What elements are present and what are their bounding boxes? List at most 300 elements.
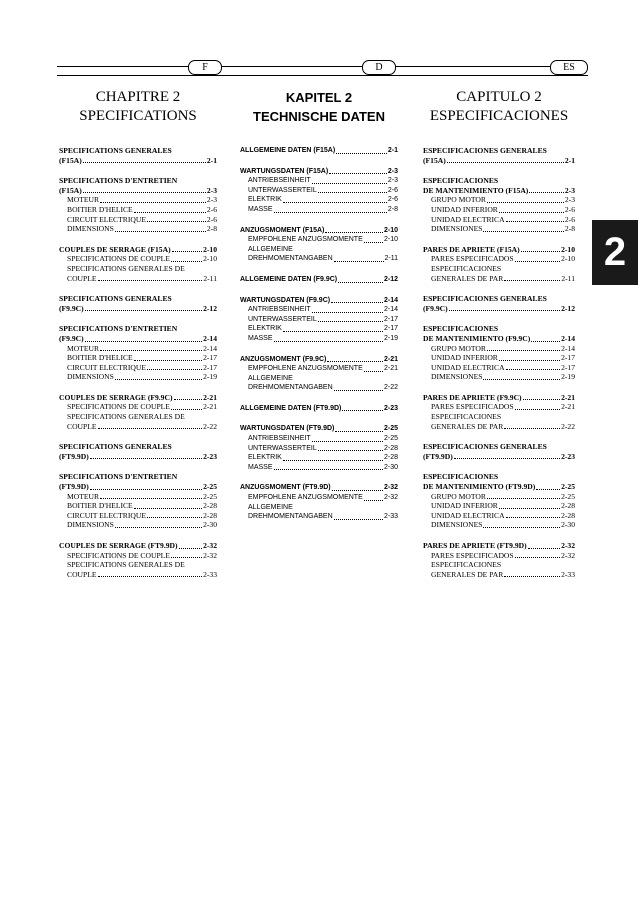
toc-page-number: 2-30 (383, 463, 398, 471)
toc-section (423, 393, 575, 431)
lang-tab-d: D (362, 60, 396, 75)
dot-leader (499, 212, 564, 213)
header-rule-top (57, 66, 588, 67)
toc-section (59, 541, 217, 579)
toc-subentry[interactable] (59, 254, 217, 264)
toc-page-number: 2-17 (561, 353, 575, 363)
toc-page-number: 2-8 (206, 224, 217, 234)
dot-leader (521, 251, 560, 252)
toc-section (240, 275, 398, 285)
toc-entry-line: ESPECIFICACIONES (423, 472, 499, 482)
toc-entry[interactable] (423, 334, 575, 344)
toc-subentry[interactable] (59, 570, 217, 580)
dot-leader (336, 153, 387, 154)
dot-leader (504, 280, 560, 281)
dot-leader (499, 360, 560, 361)
toc-entry[interactable] (59, 452, 217, 462)
toc-page-number: 2-8 (564, 224, 575, 234)
toc-subentry[interactable] (240, 186, 398, 196)
toc-entry[interactable] (240, 296, 398, 306)
dot-leader (98, 428, 203, 429)
toc-page-number: 2-21 (203, 392, 217, 402)
toc-entry[interactable] (59, 186, 217, 196)
toc-entry-line: SPECIFICATIONS D'ENTRETIEN (59, 472, 178, 482)
toc-subentry[interactable] (59, 372, 217, 382)
dot-leader (171, 557, 202, 558)
toc-entry-title: GRUPO MOTOR (431, 343, 486, 353)
dot-leader (447, 162, 564, 163)
toc-entry-title: (FT9.9D) (423, 451, 453, 461)
toc-entry-title: UNIDAD ELECTRICA (431, 510, 505, 520)
dot-leader (147, 221, 206, 222)
toc-page-number: 2-3 (206, 195, 217, 205)
toc-entry-title: ALLGEMEINE DATEN (FT9.9D) (240, 404, 342, 412)
toc-page-number: 2-17 (203, 353, 217, 363)
toc-entry-title: (F9.9C) (59, 333, 84, 343)
toc-subentry[interactable] (240, 453, 398, 463)
toc-entry-title: GENERALES DE PAR (431, 273, 504, 283)
toc-page-number: 2-33 (383, 513, 398, 521)
toc-page-number: 2-19 (203, 372, 217, 382)
toc-subentry[interactable] (423, 215, 575, 225)
dot-leader (334, 519, 383, 520)
toc-section (423, 472, 575, 530)
toc-page-number: 2-30 (203, 520, 217, 530)
toc-entry-title: DIMENSIONES (431, 520, 483, 530)
toc-section (240, 146, 398, 156)
toc-subentry[interactable] (59, 195, 217, 205)
toc-entry-title: WARTUNGSDATEN (F9.9C) (240, 296, 331, 304)
toc-subentry[interactable] (59, 344, 217, 354)
toc-column-german (240, 88, 398, 533)
toc-page-number: 2-32 (383, 494, 398, 502)
dot-leader (338, 282, 383, 283)
toc-entry[interactable] (423, 393, 575, 403)
dot-leader (327, 361, 383, 362)
toc-page-number: 2-28 (561, 510, 575, 520)
toc-page-number: 2-25 (383, 435, 398, 443)
dot-leader (318, 192, 387, 193)
toc-subentry[interactable] (59, 205, 217, 215)
lang-tab-f: F (188, 60, 222, 75)
toc-entry-title: DE MANTENIMIENTO (F15A) (423, 185, 529, 195)
dot-leader (506, 517, 560, 518)
toc-entry-title: PARES DE APRIETE (F9.9C) (423, 392, 522, 402)
toc-entry-line: ALLGEMEINE (248, 503, 293, 511)
toc-subentry[interactable] (423, 372, 575, 382)
toc-section (423, 294, 575, 313)
toc-entry-title: DIMENSIONS (67, 520, 114, 530)
dot-leader (179, 548, 203, 549)
chapter-title: CHAPITRE 2 (95, 89, 181, 105)
toc-page-number: 2-11 (203, 273, 217, 283)
toc-section (240, 424, 398, 472)
toc-page-number: 2-21 (203, 402, 217, 412)
toc-entry-title: MASSE (248, 463, 273, 471)
dot-leader (85, 310, 202, 311)
dot-leader (115, 231, 206, 232)
toc-page-number: 2-1 (387, 147, 398, 154)
toc-entry-title: EMPFOHLENE ANZUGSMOMENTE (248, 365, 363, 373)
toc-subentry[interactable] (240, 444, 398, 454)
dot-leader (483, 379, 560, 380)
toc-subentry[interactable] (423, 254, 575, 264)
toc-entry-title: ANTRIEBSEINHEIT (248, 435, 311, 443)
toc-entry[interactable] (59, 245, 217, 255)
toc-section (59, 245, 217, 283)
toc-subentry[interactable] (423, 511, 575, 521)
dot-leader (283, 331, 383, 332)
toc-page-number: 2-19 (383, 334, 398, 342)
toc-entry[interactable] (240, 167, 398, 177)
toc-entry-title: ANTRIEBSEINHEIT (248, 306, 311, 314)
toc-subentry[interactable] (240, 493, 398, 503)
toc-entry[interactable] (423, 452, 575, 462)
toc-section (423, 146, 575, 165)
toc-entry-title: (FT9.9D) (59, 482, 89, 492)
toc-entry-line: SPECIFICATIONS GENERALES (59, 294, 172, 304)
dot-leader (85, 341, 202, 342)
toc-page-number: 2-10 (383, 226, 398, 234)
dot-leader (487, 350, 560, 351)
toc-entry[interactable] (240, 275, 398, 285)
toc-entry-line: SPECIFICATIONS GENERALES (59, 442, 172, 452)
toc-entry[interactable] (423, 186, 575, 196)
toc-section (423, 541, 575, 579)
toc-subentry[interactable] (240, 315, 398, 325)
toc-page-number: 2-17 (383, 325, 398, 333)
dot-leader (90, 489, 202, 490)
toc-entry-title: MASSE (248, 334, 273, 342)
toc-subentry[interactable] (59, 501, 217, 511)
dot-leader (454, 458, 560, 459)
toc-entry-title: DE MANTENIMIENTO (FT9.9D) (423, 482, 536, 492)
toc-subentry[interactable] (59, 274, 217, 284)
toc-page-number: 2-8 (387, 205, 398, 213)
toc-subentry[interactable] (240, 334, 398, 344)
dot-leader (449, 310, 560, 311)
toc-entry-line: ESPECIFICACIONES (423, 176, 499, 186)
toc-entry[interactable] (240, 226, 398, 236)
toc-subentry[interactable] (59, 551, 217, 561)
toc-entry-line: ESPECIFICACIONES (431, 560, 502, 570)
toc-section (59, 472, 217, 530)
toc-entry-title: PARES ESPECIFICADOS (431, 254, 514, 264)
dot-leader (90, 458, 202, 459)
dot-leader (134, 508, 202, 509)
toc-page-number: 2-23 (203, 451, 217, 461)
column-heading (240, 88, 398, 126)
toc-page-number: 2-28 (383, 444, 398, 452)
toc-page-number: 2-25 (383, 425, 398, 433)
toc-section (59, 294, 217, 313)
toc-page-number: 2-22 (383, 384, 398, 392)
dot-leader (134, 212, 206, 213)
toc-page-number: 2-33 (203, 569, 217, 579)
toc-page-number: 2-14 (203, 343, 217, 353)
toc-entry-title: BOITIER D'HELICE (67, 501, 133, 511)
toc-entry-title: ELEKTRIK (248, 196, 282, 204)
toc-section (59, 442, 217, 461)
toc-subentry[interactable] (59, 511, 217, 521)
toc-entry-title: UNTERWASSERTEIL (248, 186, 317, 194)
toc-subentry[interactable] (59, 422, 217, 432)
toc-subentry[interactable] (423, 363, 575, 373)
toc-entry-title: CIRCUIT ELECTRIQUE (67, 510, 146, 520)
dot-leader (499, 508, 560, 509)
toc-entry-title: SPECIFICATIONS DE COUPLE (67, 254, 170, 264)
lang-tab-es: ES (550, 60, 588, 75)
toc-subentry[interactable] (423, 195, 575, 205)
toc-section (240, 167, 398, 215)
dot-leader (274, 212, 387, 213)
chapter-title: KAPITEL 2 (285, 90, 353, 105)
toc-subentry[interactable] (240, 235, 398, 245)
toc-page-number: 2-10 (383, 236, 398, 244)
dot-leader (506, 369, 560, 370)
toc-subentry[interactable] (59, 520, 217, 530)
toc-entry-title: DIMENSIONS (67, 372, 114, 382)
toc-page-number: 2-32 (561, 541, 575, 550)
toc-subentry[interactable] (240, 512, 398, 522)
toc-entry-title: PARES DE APRIETE (FT9.9D) (423, 541, 527, 550)
toc-entry[interactable] (59, 304, 217, 314)
dot-leader (515, 409, 560, 410)
toc-entry[interactable] (240, 483, 398, 493)
toc-entry-title: ELEKTRIK (248, 325, 282, 333)
toc-entry[interactable] (59, 482, 217, 492)
toc-entry-title: ANZUGSMOMENT (F15A) (240, 226, 325, 234)
toc-subentry[interactable] (59, 353, 217, 363)
toc-entry[interactable] (240, 404, 398, 414)
toc-page-number: 2-25 (203, 491, 217, 501)
toc-entry[interactable] (240, 146, 398, 156)
dot-leader (515, 557, 560, 558)
dot-leader (318, 321, 383, 322)
dot-leader (531, 341, 560, 342)
dot-leader (171, 261, 202, 262)
toc-entry-line: ESPECIFICACIONES GENERALES (423, 442, 547, 452)
toc-page-number: 2-11 (384, 255, 398, 263)
dot-leader (334, 261, 384, 262)
toc-page-number: 2-28 (203, 510, 217, 520)
toc-subentry[interactable] (240, 364, 398, 374)
toc-page-number: 2-1 (564, 155, 575, 165)
toc-subentry[interactable] (423, 551, 575, 561)
toc-entry-title: DREHMOMENTANGABEN (248, 513, 333, 521)
toc-page-number: 2-6 (564, 214, 575, 224)
toc-subentry[interactable] (59, 224, 217, 234)
toc-entry-title: MASSE (248, 205, 273, 213)
toc-subentry[interactable] (423, 205, 575, 215)
chapter-number-tab: 2 (592, 220, 638, 285)
toc-entry-title: DREHMOMENTANGABEN (248, 255, 333, 263)
chapter-subtitle: SPECIFICATIONS (79, 108, 197, 124)
dot-leader (504, 428, 560, 429)
toc-subentry[interactable] (423, 344, 575, 354)
toc-entry-title: DIMENSIONES (431, 372, 483, 382)
dot-leader (312, 312, 383, 313)
toc-subentry[interactable] (240, 205, 398, 215)
dot-leader (335, 431, 383, 432)
dot-leader (483, 231, 563, 232)
dot-leader (504, 576, 560, 577)
toc-entry[interactable] (240, 355, 398, 365)
toc-page-number: 2-19 (561, 372, 575, 382)
toc-entry-line: ESPECIFICACIONES (423, 324, 499, 334)
toc-page-number: 2-6 (387, 186, 398, 194)
dot-leader (312, 183, 387, 184)
toc-subentry[interactable] (423, 520, 575, 530)
toc-page-number: 2-12 (561, 303, 575, 313)
toc-entry-line: SPECIFICATIONS GENERALES (59, 146, 172, 155)
toc-page-number: 2-14 (561, 343, 575, 353)
toc-page-number: 2-28 (383, 454, 398, 462)
toc-section (423, 324, 575, 382)
toc-entry[interactable] (59, 393, 217, 403)
toc-section (240, 404, 398, 414)
toc-entry-title: ANTRIEBSEINHEIT (248, 177, 311, 185)
toc-page-number: 2-10 (561, 244, 575, 254)
toc-page-number: 2-6 (387, 196, 398, 204)
toc-subentry[interactable] (59, 215, 217, 225)
toc-page-number: 2-32 (203, 541, 217, 550)
toc-entry-title: ANZUGSMOMENT (FT9.9D) (240, 484, 331, 492)
dot-leader (325, 232, 383, 233)
toc-subentry[interactable] (423, 274, 575, 284)
toc-entry-line: ESPECIFICACIONES (431, 263, 502, 273)
dot-leader (274, 341, 383, 342)
toc-subentry[interactable] (240, 324, 398, 334)
dot-leader (364, 371, 383, 372)
toc-entry-line: ALLGEMEINE (248, 245, 293, 253)
dot-leader (100, 202, 206, 203)
toc-entry-title: UNIDAD INFERIOR (431, 501, 498, 511)
toc-page-number: 2-3 (564, 185, 575, 195)
toc-subentry[interactable] (59, 363, 217, 373)
toc-entry[interactable] (423, 245, 575, 255)
column-heading (423, 88, 575, 126)
toc-entry-title: UNIDAD INFERIOR (431, 204, 498, 214)
toc-subentry[interactable] (240, 383, 398, 393)
toc-section (59, 176, 217, 234)
toc-entry[interactable] (59, 334, 217, 344)
toc-entry-title: ELEKTRIK (248, 454, 282, 462)
toc-page-number: 2-30 (561, 520, 575, 530)
toc-subentry[interactable] (240, 305, 398, 315)
toc-subentry[interactable] (423, 353, 575, 363)
toc-page-number: 2-1 (206, 155, 217, 165)
dot-leader (115, 527, 202, 528)
toc-entry-title: WARTUNGSDATEN (F15A) (240, 167, 329, 175)
toc-subentry[interactable] (240, 254, 398, 264)
toc-subentry[interactable] (240, 176, 398, 186)
toc-entry-title: MOTEUR (67, 343, 100, 353)
toc-subentry[interactable] (240, 463, 398, 473)
toc-entry-title: GENERALES DE PAR (431, 569, 504, 579)
toc-entry-title: UNTERWASSERTEIL (248, 444, 317, 452)
toc-page-number: 2-32 (383, 484, 398, 492)
toc-entry[interactable] (423, 304, 575, 314)
toc-entry-line: SPECIFICATIONS GENERALES DE (67, 560, 185, 570)
toc-entry[interactable] (59, 541, 217, 551)
dot-leader (283, 202, 387, 203)
dot-leader (487, 202, 564, 203)
toc-subentry[interactable] (59, 402, 217, 412)
toc-section (240, 296, 398, 344)
toc-section (59, 393, 217, 431)
toc-page-number: 2-17 (383, 315, 398, 323)
toc-entry-title: EMPFOHLENE ANZUGSMOMENTE (248, 494, 363, 502)
dot-leader (174, 399, 203, 400)
toc-page-number: 2-6 (206, 204, 217, 214)
dot-leader (147, 517, 202, 518)
toc-entry[interactable] (423, 541, 575, 551)
dot-leader (523, 399, 560, 400)
toc-page-number: 2-17 (203, 362, 217, 372)
toc-entry-title: BOITIER D'HELICE (67, 353, 133, 363)
toc-page-number: 2-11 (561, 273, 575, 283)
toc-entry-line: SPECIFICATIONS D'ENTRETIEN (59, 324, 178, 334)
toc-entry[interactable] (59, 156, 217, 166)
toc-subentry[interactable] (423, 501, 575, 511)
toc-subentry[interactable] (423, 402, 575, 412)
toc-section (240, 355, 398, 393)
toc-page-number: 2-12 (203, 303, 217, 313)
toc-page-number: 2-28 (203, 501, 217, 511)
toc-subentry[interactable] (240, 434, 398, 444)
toc-page-number: 2-17 (561, 362, 575, 372)
toc-entry-title: ANZUGSMOMENT (F9.9C) (240, 355, 327, 363)
dot-leader (364, 242, 383, 243)
toc-page-number: 2-32 (561, 550, 575, 560)
dot-leader (100, 350, 202, 351)
toc-entry-line: ALLGEMEINE (248, 374, 293, 382)
toc-column-french (59, 88, 217, 590)
toc-subentry[interactable] (423, 570, 575, 580)
toc-entry-title: SPECIFICATIONS DE COUPLE (67, 402, 170, 412)
dot-leader (312, 441, 383, 442)
toc-entry-title: EMPFOHLENE ANZUGSMOMENTE (248, 236, 363, 244)
toc-entry[interactable] (240, 424, 398, 434)
toc-entry-line: SPECIFICATIONS D'ENTRETIEN (59, 176, 178, 186)
dot-leader (506, 221, 564, 222)
toc-section (423, 442, 575, 461)
toc-page-number: 2-23 (383, 404, 398, 412)
toc-page-number: 2-22 (203, 421, 217, 431)
toc-entry-title: UNIDAD ELECTRICA (431, 362, 505, 372)
toc-subentry[interactable] (423, 422, 575, 432)
toc-page-number: 2-25 (561, 482, 575, 492)
toc-entry[interactable] (423, 156, 575, 166)
toc-section (59, 324, 217, 382)
toc-subentry[interactable] (59, 492, 217, 502)
toc-page-number: 2-33 (561, 569, 575, 579)
toc-entry-line: SPECIFICATIONS GENERALES DE (67, 263, 185, 273)
dot-leader (329, 173, 387, 174)
toc-subentry[interactable] (423, 224, 575, 234)
toc-entry[interactable] (423, 482, 575, 492)
toc-page-number: 2-21 (383, 355, 398, 363)
toc-subentry[interactable] (240, 195, 398, 205)
toc-page-number: 2-3 (387, 167, 398, 175)
dot-leader (171, 409, 202, 410)
toc-subentry[interactable] (423, 492, 575, 502)
toc-page-number: 2-6 (206, 214, 217, 224)
toc-entry-title: CIRCUIT ELECTRIQUE (67, 214, 146, 224)
toc-column-spanish (423, 88, 575, 590)
toc-entry-title: GENERALES DE PAR (431, 421, 504, 431)
